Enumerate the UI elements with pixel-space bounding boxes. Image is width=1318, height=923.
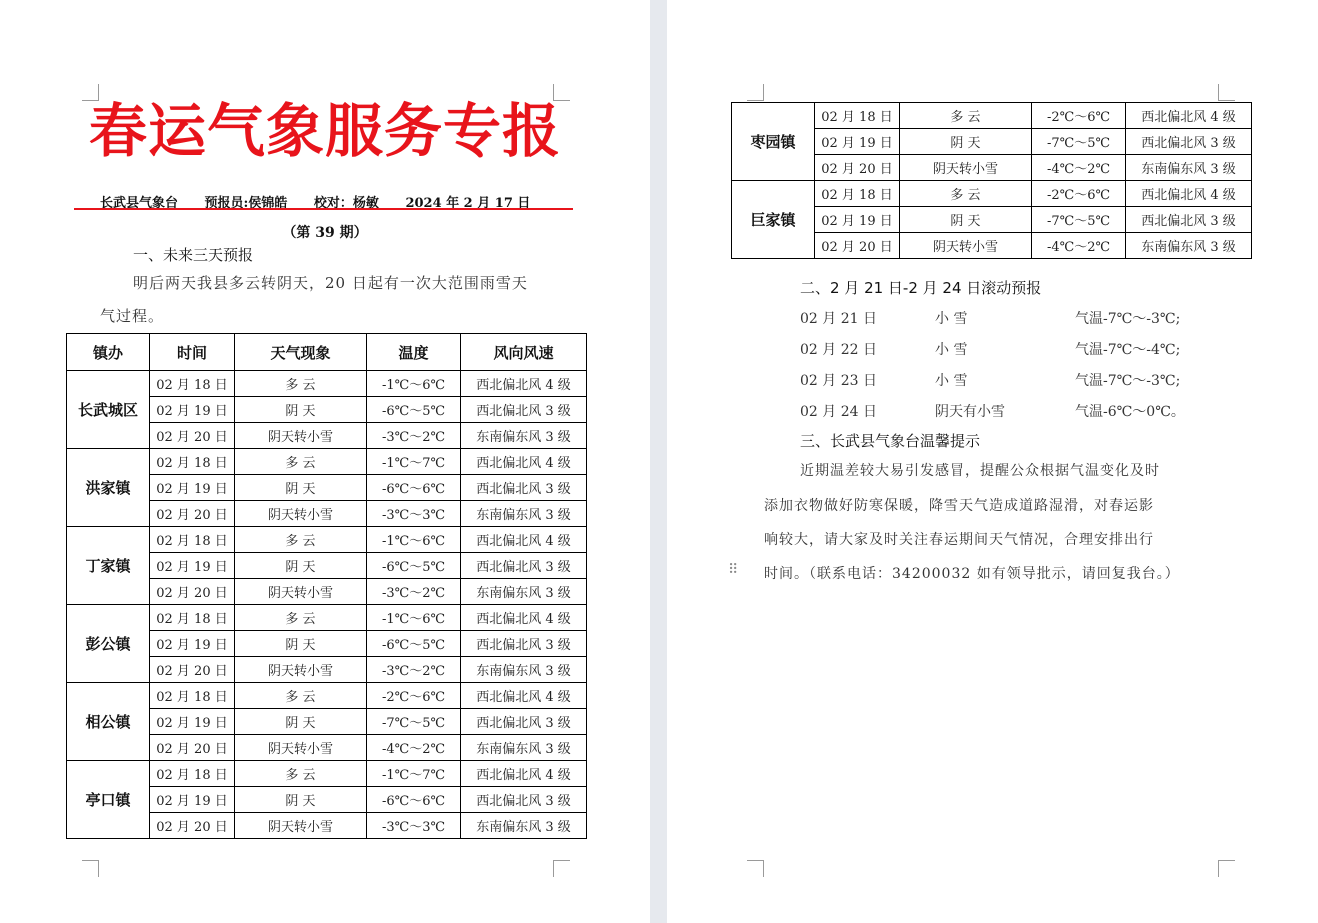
document-page-1	[0, 0, 650, 923]
town-name-cell: 洪家镇	[67, 449, 150, 527]
date-cell: 02 月 19 日	[150, 631, 235, 657]
date-cell: 02 月 18 日	[150, 527, 235, 553]
temperature-cell: -4℃～2℃	[367, 735, 461, 761]
weather-cell: 阴天转小雪	[235, 423, 367, 449]
temperature-cell: -6℃～5℃	[367, 553, 461, 579]
town-name-cell: 亭口镇	[67, 761, 150, 839]
town-name-cell: 丁家镇	[67, 527, 150, 605]
weather-cell: 多 云	[235, 761, 367, 787]
temperature-cell: -2℃～6℃	[1032, 181, 1126, 207]
tip-line-3: 响较大，请大家及时关注春运期间天气情况，合理安排出行	[764, 532, 1154, 548]
weather-cell: 多 云	[235, 527, 367, 553]
summary-line-2: 气过程。	[100, 307, 165, 325]
crop-mark	[747, 860, 764, 877]
wind-cell: 西北偏北风 3 级	[461, 397, 587, 423]
temperature-cell: -7℃～5℃	[1032, 129, 1126, 155]
date-cell: 02 月 18 日	[150, 449, 235, 475]
red-divider	[74, 208, 573, 210]
temperature-cell: -3℃～2℃	[367, 657, 461, 683]
weather-cell: 多 云	[900, 181, 1032, 207]
rolling-temperature: 气温-7℃～-3℃;	[1075, 311, 1181, 327]
rolling-temperature: 气温-6℃～0℃。	[1075, 404, 1185, 420]
forecaster: 预报员:侯锦皓	[204, 196, 288, 211]
temperature-cell: -7℃～5℃	[1032, 207, 1126, 233]
wind-cell: 西北偏北风 4 级	[461, 683, 587, 709]
rolling-date: 02 月 22 日	[800, 342, 877, 358]
wind-cell: 西北偏北风 4 级	[461, 761, 587, 787]
header-wind: 风向风速	[461, 334, 587, 371]
temperature-cell: -3℃～3℃	[367, 813, 461, 839]
weather-cell: 多 云	[235, 449, 367, 475]
wind-cell: 西北偏北风 4 级	[1126, 103, 1252, 129]
wind-cell: 西北偏北风 3 级	[1126, 129, 1252, 155]
weather-cell: 阴 天	[235, 709, 367, 735]
date-cell: 02 月 18 日	[150, 761, 235, 787]
town-name-cell: 彭公镇	[67, 605, 150, 683]
weather-cell: 阴天转小雪	[235, 735, 367, 761]
crop-mark	[82, 860, 99, 877]
header-temp: 温度	[367, 334, 461, 371]
header-weather: 天气现象	[235, 334, 367, 371]
temperature-cell: -7℃～5℃	[367, 709, 461, 735]
date-cell: 02 月 19 日	[150, 709, 235, 735]
crop-mark	[1218, 84, 1235, 101]
crop-mark	[553, 860, 570, 877]
tip-line-2: 添加衣物做好防寒保暖，降雪天气造成道路湿滑，对春运影	[764, 498, 1154, 514]
temperature-cell: -1℃～6℃	[367, 527, 461, 553]
rolling-date: 02 月 21 日	[800, 311, 877, 327]
rolling-weather: 小 雪	[935, 311, 968, 327]
table-row	[67, 683, 587, 709]
date-cell: 02 月 18 日	[815, 181, 900, 207]
date-cell: 02 月 18 日	[150, 605, 235, 631]
wind-cell: 东南偏东风 3 级	[461, 657, 587, 683]
table-row	[67, 761, 587, 787]
rolling-date: 02 月 24 日	[800, 404, 877, 420]
wind-cell: 西北偏北风 3 级	[461, 787, 587, 813]
crop-mark	[747, 84, 764, 101]
weather-cell: 阴 天	[235, 397, 367, 423]
town-name-cell: 巨家镇	[732, 181, 815, 259]
date-cell: 02 月 19 日	[815, 129, 900, 155]
table-row	[67, 527, 587, 553]
date-cell: 02 月 19 日	[150, 397, 235, 423]
rolling-weather: 小 雪	[935, 373, 968, 389]
temperature-cell: -2℃～6℃	[367, 683, 461, 709]
wind-cell: 东南偏东风 3 级	[461, 735, 587, 761]
header-time: 时间	[150, 334, 235, 371]
wind-cell: 东南偏东风 3 级	[1126, 155, 1252, 181]
wind-cell: 西北偏北风 3 级	[461, 709, 587, 735]
temperature-cell: -1℃～7℃	[367, 761, 461, 787]
weather-cell: 多 云	[235, 683, 367, 709]
table-row	[732, 103, 1252, 129]
rolling-weather: 阴天有小雪	[935, 404, 1005, 420]
date-cell: 02 月 20 日	[150, 657, 235, 683]
weather-cell: 阴天转小雪	[235, 657, 367, 683]
date-cell: 02 月 19 日	[815, 207, 900, 233]
town-name-cell: 长武城区	[67, 371, 150, 449]
wind-cell: 东南偏东风 3 级	[461, 501, 587, 527]
wind-cell: 西北偏北风 3 级	[461, 553, 587, 579]
date-cell: 02 月 19 日	[150, 553, 235, 579]
temperature-cell: -6℃～6℃	[367, 787, 461, 813]
temperature-cell: -1℃～7℃	[367, 449, 461, 475]
weather-cell: 多 云	[235, 605, 367, 631]
temperature-cell: -6℃～6℃	[367, 475, 461, 501]
date-cell: 02 月 20 日	[150, 813, 235, 839]
date-cell: 02 月 19 日	[150, 475, 235, 501]
report-date: 2024 年 2 月 17 日	[405, 196, 531, 211]
date-cell: 02 月 20 日	[150, 501, 235, 527]
table-row	[67, 605, 587, 631]
forecast-table-continued	[731, 102, 1252, 259]
date-cell: 02 月 18 日	[815, 103, 900, 129]
weather-cell: 阴 天	[900, 207, 1032, 233]
weather-cell: 多 云	[900, 103, 1032, 129]
section-1-heading: 一、未来三天预报	[133, 246, 254, 264]
temperature-cell: -3℃～2℃	[367, 423, 461, 449]
wind-cell: 西北偏北风 4 级	[461, 449, 587, 475]
wind-cell: 西北偏北风 4 级	[461, 527, 587, 553]
weather-cell: 阴 天	[235, 787, 367, 813]
rolling-weather: 小 雪	[935, 342, 968, 358]
weather-cell: 阴天转小雪	[900, 155, 1032, 181]
tip-line-4: 时间。（联系电话：34200032 如有领导批示，请回复我台。）	[764, 566, 1180, 582]
weather-cell: 阴 天	[900, 129, 1032, 155]
date-cell: 02 月 18 日	[150, 371, 235, 397]
town-name-cell: 枣园镇	[732, 103, 815, 181]
temperature-cell: -1℃～6℃	[367, 371, 461, 397]
section-2-heading: 二、2 月 21 日-2 月 24 日滚动预报	[800, 279, 1042, 297]
table-header-row	[67, 334, 587, 371]
date-cell: 02 月 18 日	[150, 683, 235, 709]
weather-cell: 阴 天	[235, 631, 367, 657]
crop-mark	[1218, 860, 1235, 877]
date-cell: 02 月 20 日	[150, 579, 235, 605]
temperature-cell: -3℃～2℃	[367, 579, 461, 605]
tip-line-1: 近期温差较大易引发感冒，提醒公众根据气温变化及时	[800, 463, 1160, 479]
checker: 校对：杨敏	[313, 196, 379, 211]
table-row	[732, 181, 1252, 207]
wind-cell: 西北偏北风 4 级	[461, 605, 587, 631]
rolling-temperature: 气温-7℃～-3℃;	[1075, 373, 1181, 389]
wind-cell: 西北偏北风 4 级	[1126, 181, 1252, 207]
weather-cell: 阴 天	[235, 475, 367, 501]
table-row	[67, 371, 587, 397]
header-town: 镇办	[67, 334, 150, 371]
forecast-table	[66, 333, 587, 839]
rolling-date: 02 月 23 日	[800, 373, 877, 389]
weather-cell: 阴天转小雪	[235, 501, 367, 527]
temperature-cell: -4℃～2℃	[1032, 233, 1126, 259]
date-cell: 02 月 20 日	[150, 735, 235, 761]
weather-cell: 阴天转小雪	[235, 813, 367, 839]
issue-number: （第 39 期）	[282, 225, 368, 241]
wind-cell: 东南偏东风 3 级	[1126, 233, 1252, 259]
date-cell: 02 月 20 日	[815, 155, 900, 181]
org-name: 长武县气象台	[100, 196, 179, 211]
weather-cell: 阴天转小雪	[900, 233, 1032, 259]
temperature-cell: -2℃～6℃	[1032, 103, 1126, 129]
town-name-cell: 相公镇	[67, 683, 150, 761]
rolling-temperature: 气温-7℃～-4℃;	[1075, 342, 1181, 358]
temperature-cell: -6℃～5℃	[367, 397, 461, 423]
wind-cell: 西北偏北风 4 级	[461, 371, 587, 397]
report-title: 春运气象服务专报	[88, 97, 561, 165]
wind-cell: 西北偏北风 3 级	[461, 631, 587, 657]
weather-cell: 阴天转小雪	[235, 579, 367, 605]
date-cell: 02 月 19 日	[150, 787, 235, 813]
wind-cell: 东南偏东风 3 级	[461, 813, 587, 839]
section-3-heading: 三、长武县气象台温馨提示	[800, 432, 981, 450]
wind-cell: 西北偏北风 3 级	[461, 475, 587, 501]
wind-cell: 东南偏东风 3 级	[461, 423, 587, 449]
date-cell: 02 月 20 日	[150, 423, 235, 449]
temperature-cell: -4℃～2℃	[1032, 155, 1126, 181]
weather-cell: 阴 天	[235, 553, 367, 579]
table-row	[67, 449, 587, 475]
wind-cell: 西北偏北风 3 级	[1126, 207, 1252, 233]
temperature-cell: -3℃～3℃	[367, 501, 461, 527]
temperature-cell: -1℃～6℃	[367, 605, 461, 631]
summary-line-1: 明后两天我县多云转阴天，20 日起有一次大范围雨雪天	[133, 274, 528, 292]
date-cell: 02 月 20 日	[815, 233, 900, 259]
document-page-2	[667, 0, 1318, 923]
weather-cell: 多 云	[235, 371, 367, 397]
drag-handle-icon[interactable]: ⠿	[728, 562, 739, 578]
wind-cell: 东南偏东风 3 级	[461, 579, 587, 605]
temperature-cell: -6℃～5℃	[367, 631, 461, 657]
